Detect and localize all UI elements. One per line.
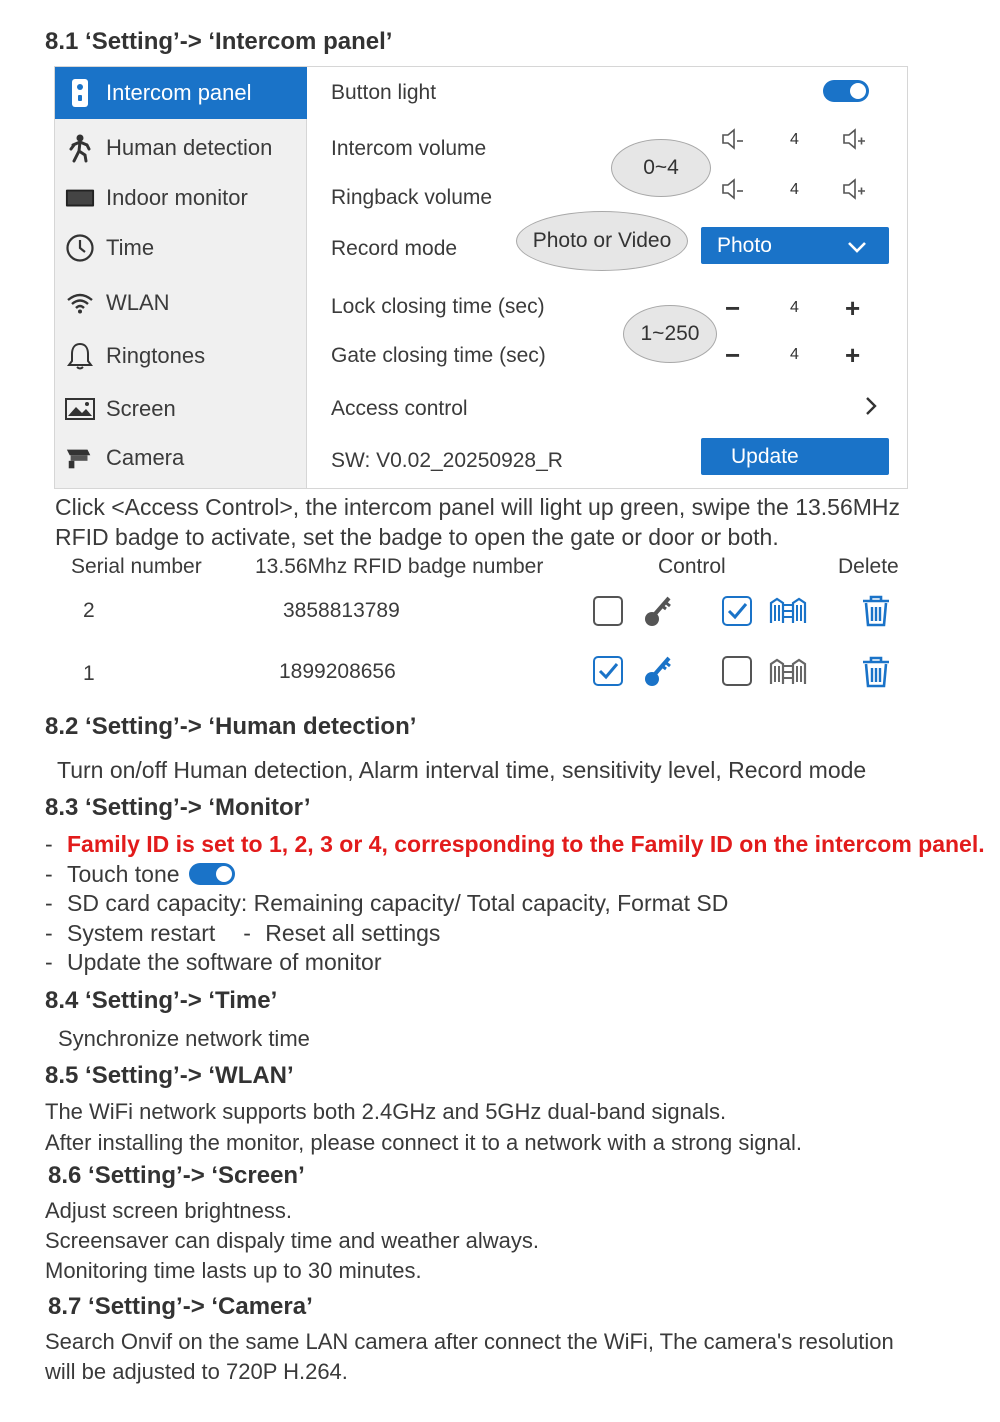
list-item-text: System restart [67, 919, 216, 946]
badge-cell: 3858813789 [283, 599, 400, 622]
record-mode-options-callout: Photo or Video [516, 211, 688, 271]
sidebar-item-label: WLAN [106, 290, 170, 315]
lock-checkbox[interactable] [593, 596, 623, 626]
lock-plus-button[interactable]: + [845, 293, 861, 323]
intercom-volume-label: Intercom volume [331, 137, 487, 160]
clock-icon [65, 233, 95, 263]
sidebar-item-intercom-panel[interactable] [55, 67, 307, 119]
lock-checkbox[interactable] [593, 656, 623, 686]
record-mode-value: Photo [717, 233, 772, 257]
sidebar-item-indoor-monitor[interactable] [55, 172, 307, 224]
list-item: - Family ID is set to 1, 2, 3 or 4, corresponding to the Family ID on the intercom panel. [45, 831, 985, 857]
text-line: Adjust screen brightness. [45, 1198, 293, 1223]
volume-down-icon[interactable] [719, 127, 747, 156]
sidebar-item-label: Camera [106, 445, 185, 470]
text-line: Monitoring time lasts up to 30 minutes. [45, 1258, 422, 1283]
section-8-7-title: 8.7 ‘Setting’-> ‘Camera’ [48, 1293, 313, 1320]
camera-icon [65, 443, 95, 473]
sidebar-item-wlan[interactable] [55, 277, 307, 329]
serial-cell: 2 [83, 599, 95, 622]
text-line: The WiFi network supports both 2.4GHz and 5GHz dual-band signals. [45, 1099, 727, 1124]
sidebar-item-human-detection[interactable] [55, 122, 307, 174]
lock-minus-button[interactable]: − [725, 293, 741, 323]
list-item-text: Reset all settings [265, 919, 441, 946]
lock-closing-label: Lock closing time (sec) [331, 295, 545, 318]
list-item-text: SD card capacity: Remaining capacity/ Total capacity, Format SD [67, 890, 729, 916]
text-line: Search Onvif on the same LAN camera after connect the WiFi, The camera's resolution [45, 1329, 894, 1354]
section-8-7-text [45, 1327, 894, 1387]
access-control-description [55, 492, 900, 552]
section-8-5-title: 8.5 ‘Setting’-> ‘WLAN’ [45, 1062, 294, 1089]
running-person-icon [65, 133, 95, 163]
ringback-volume-value: 4 [790, 181, 799, 198]
volume-up-icon[interactable] [840, 177, 868, 206]
trash-icon[interactable] [861, 655, 891, 694]
volume-up-icon[interactable] [840, 127, 868, 156]
intercom-settings-panel [54, 66, 908, 489]
record-mode-select[interactable] [701, 227, 889, 264]
software-version: SW: V0.02_20250928_R [331, 449, 563, 472]
badge-cell: 1899208656 [279, 660, 396, 683]
sidebar-item-label: Intercom panel [106, 80, 252, 105]
family-id-note: Family ID is set to 1, 2, 3 or 4, corresponding to the Family ID on the intercom panel. [67, 831, 985, 857]
chevron-down-icon [847, 236, 867, 260]
button-light-label: Button light [331, 81, 437, 104]
text-line: Click <Access Control>, the intercom panel will light up green, swipe the 13.56MHz [55, 494, 901, 520]
gate-checkbox[interactable] [722, 656, 752, 686]
gate-minus-button[interactable]: − [725, 340, 741, 370]
record-mode-label: Record mode [331, 237, 458, 260]
list-item-text: Update the software of monitor [67, 949, 382, 975]
sidebar-item-label: Human detection [106, 135, 273, 160]
section-8-3-title: 8.3 ‘Setting’-> ‘Monitor’ [45, 794, 311, 821]
text-line: will be adjusted to 720P H.264. [45, 1359, 348, 1384]
section-8-6-title: 8.6 ‘Setting’-> ‘Screen’ [48, 1162, 305, 1189]
section-8-1-title: 8.1 ‘Setting’-> ‘Intercom panel’ [45, 28, 393, 55]
gate-icon [769, 658, 807, 691]
section-8-5-text [45, 1096, 802, 1158]
section-8-2-title: 8.2 ‘Setting’-> ‘Human detection’ [45, 713, 417, 740]
col-control: Control [658, 555, 726, 578]
list-item: - Update the software of monitor [45, 949, 382, 975]
sidebar-item-label: Indoor monitor [106, 185, 248, 210]
volume-range-callout: 0~4 [611, 139, 711, 197]
doorbell-icon [65, 78, 95, 108]
text-line: Screensaver can dispaly time and weather always. [45, 1228, 540, 1253]
bell-icon [65, 341, 95, 371]
section-8-6-text [45, 1196, 539, 1286]
image-icon [65, 394, 95, 424]
serial-cell: 1 [83, 662, 95, 685]
list-item: - Touch tone [45, 860, 985, 890]
intercom-volume-value: 4 [790, 131, 799, 148]
lock-closing-value: 4 [790, 299, 799, 316]
key-icon [643, 594, 675, 633]
list-item: - SD card capacity: Remaining capacity/ Total capacity, Format SD [45, 890, 729, 916]
gate-closing-label: Gate closing time (sec) [331, 344, 546, 367]
chevron-right-icon[interactable] [863, 395, 879, 422]
text-line: RFID badge to activate, set the badge to open the gate or door or both. [55, 524, 779, 550]
sidebar-item-label: Screen [106, 396, 176, 421]
button-light-toggle[interactable] [823, 80, 869, 102]
wifi-icon [65, 288, 95, 318]
closing-range-callout: 1~250 [623, 305, 717, 363]
gate-closing-value: 4 [790, 346, 799, 363]
col-serial-number: Serial number [71, 555, 202, 578]
update-button[interactable]: Update [701, 438, 889, 475]
section-8-4-title: 8.4 ‘Setting’-> ‘Time’ [45, 987, 278, 1014]
sidebar-item-ringtones[interactable] [55, 330, 307, 382]
trash-icon[interactable] [861, 594, 891, 633]
sidebar-item-label: Ringtones [106, 343, 206, 368]
monitor-icon [65, 183, 95, 213]
gate-plus-button[interactable]: + [845, 340, 861, 370]
list-item-text: Touch tone [67, 860, 180, 887]
section-8-3-list [45, 830, 985, 978]
gate-checkbox[interactable] [722, 596, 752, 626]
col-delete: Delete [838, 555, 899, 578]
gate-icon [769, 597, 807, 630]
sidebar-item-label: Time [106, 235, 155, 260]
key-icon [643, 654, 675, 693]
ringback-volume-label: Ringback volume [331, 186, 493, 209]
settings-sidebar [55, 67, 307, 488]
section-8-2-text: Turn on/off Human detection, Alarm interval time, sensitivity level, Record mode [57, 757, 867, 783]
text-line: After installing the monitor, please connect it to a network with a strong signal. [45, 1130, 802, 1155]
volume-down-icon[interactable] [719, 177, 747, 206]
access-control-item[interactable]: Access control [331, 397, 468, 420]
sidebar-item-screen[interactable] [55, 383, 307, 435]
col-badge-number: 13.56Mhz RFID badge number [255, 555, 544, 578]
list-item: - System restart - Reset all settings [45, 919, 441, 946]
sidebar-item-camera[interactable] [55, 432, 307, 484]
section-8-4-text: Synchronize network time [58, 1026, 310, 1051]
touch-tone-toggle [189, 863, 235, 885]
sidebar-item-time[interactable] [55, 222, 307, 274]
